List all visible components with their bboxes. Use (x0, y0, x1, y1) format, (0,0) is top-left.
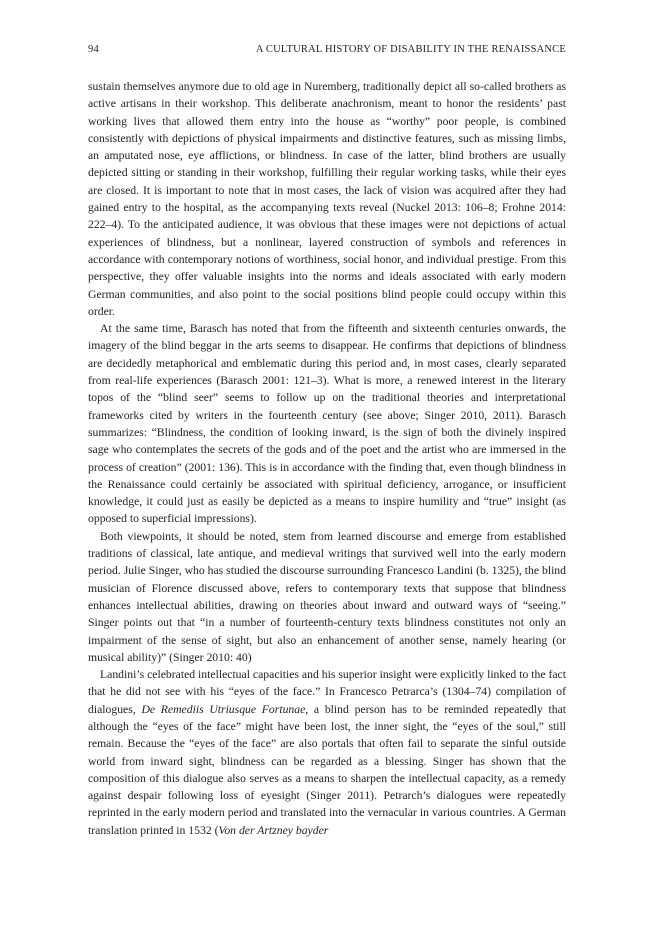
italic-title: Von der Artzney bayder (218, 823, 329, 837)
running-head-title: A CULTURAL HISTORY OF DISABILITY IN THE RENAISSANCE (255, 44, 566, 55)
paragraph-text: , a blind person has to be reminded repeatedly that although the “eyes of the face” might have been lost, the inner sight, the “eyes of the soul,” still remain. Because the “eyes of the face” are also portals that often fail to separate the sinful outside world from inward sight, blindness can be regarded as a blessing. Singer has shown that the composition of this dialogue also serves as a means to sharpen the intellectual capacity, as a remedy against despair following loss of eyesight (Singer 2011). Petrarch’s dialogues were repeatedly reprinted in the early modern period and translated into the vernacular in various countries. A German translation printed in 1532 ( (88, 702, 567, 837)
body-text (88, 78, 566, 839)
paragraph-1 (88, 78, 566, 320)
paragraph-2 (88, 320, 566, 528)
page-number: 94 (88, 44, 99, 55)
paragraph-3 (88, 528, 566, 666)
paragraph-text: Landini’s celebrated intellectual capacities and his superior insight were explicitly linked to the fact that he did not see with his “eyes of the face.” In Francesco Petrarca’s (1304–74) compilation of dialogues, (88, 668, 566, 716)
paragraph-text: Both viewpoints, it should be noted, stem from learned discourse and emerge from established traditions of classical, late antique, and medieval writings that survived well into the early modern period. Julie Singer, who has studied the discourse surrounding Francesco Landini (b. 1325), the blind musician of Florence discussed above, refers to contemporary texts that suppose that blindness enhances intellectual abilities, drawing on theories about inward and outward ways of “seeing.” Singer points out that “in a number of fourteenth-century texts blindness constitutes not only an impairment of the sense of sight, but also an enhancement of another sense, namely hearing (or musical ability)” (Singer 2010: 40) (88, 529, 566, 664)
paragraph-4 (88, 666, 566, 839)
italic-title: De Remediis Utriusque Fortunae (141, 702, 306, 716)
paragraph-text: At the same time, Barasch has noted that from the fifteenth and sixteenth centuries onwards, the imagery of the blind beggar in the arts seems to disappear. He confirms that depictions of blindness are decidedly metaphorical and emblematic during this period and, in most cases, clearly separated from real-life experiences (Barasch 2001: 121–3). What is more, a renewed interest in the literary topos of the “blind seer” seems to follow up on the traditional theories and interpretational frameworks cited by writers in the fourteenth century (see above; Singer 2010, 2011). Barasch summarizes: “Blindness, the condition of looking inward, is the sign of both the divinely inspired sage who contemplates the secrets of the gods and of the poet and the artist who are immersed in the process of creation” (2001: 136). This is in accordance with the finding that, even though blindness in the Renaissance could certainly be associated with spiritual deficiency, arrogance, or insufficient knowledge, it could just as easily be depicted as a means to inspire humility and “true” insight (as opposed to superficial impressions). (88, 322, 566, 526)
paragraph-text: sustain themselves anymore due to old age in Nuremberg, traditionally depict all so-called brothers as active artisans in their workshop. This deliberate anachronism, meant to honor the residents’ past working lives that allowed them entry into the house as “worthy” poor people, is combined consistently with depictions of physical impairments and distinctive features, such as missing limbs, an amputated nose, eye afflictions, or blindness. In case of the latter, blind brothers are usually depicted sitting or standing in their workshop, fulfilling their regular working tasks, while their eyes are closed. It is important to note that in most cases, the lack of vision was acquired after they had gained entry to the hospital, as the accompanying texts reveal (Nuckel 2013: 106–8; Frohne 2014: 222–4). To the anticipated audience, it was obvious that these images were not depictions of actual experiences of blindness, but a nonlinear, layered construction of symbols and references in accordance with contemporary notions of worthiness, social honor, and individual prestige. From this perspective, they offer valuable insights into the norms and ideals associated with early modern German communities, and also point to the social positions blind people could occupy within this order. (88, 80, 566, 318)
